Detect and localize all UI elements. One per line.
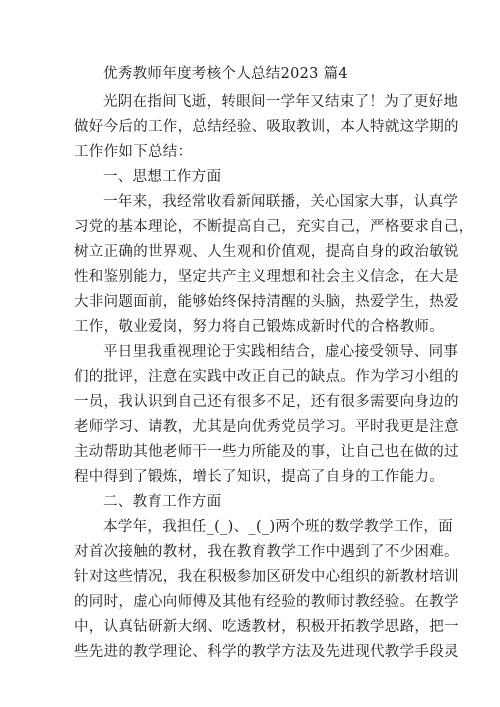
text-line: 平日里我重视理论于实践相结合，虚心接受领导、同事 bbox=[103, 344, 459, 360]
section-heading: 二、教育工作方面 bbox=[103, 494, 222, 510]
text-line: 主动帮助其他老师干一些力所能及的事，让自己也在做的过 bbox=[74, 444, 459, 460]
text-line: 本学年，我担任_(_)、_(_)两个班的数学教学工作，面 bbox=[103, 519, 454, 535]
text-line: 工作作如下总结： bbox=[74, 144, 193, 160]
text-line: 一员，我认识到自己还有很多不足，还有很多需要向身边的 bbox=[74, 394, 459, 410]
text-line: 们的批评，注意在实践中改正自己的缺点。作为学习小组的 bbox=[74, 369, 459, 385]
text-line: 工作，敬业爱岗，努力将自己锻炼成新时代的合格教师。 bbox=[74, 319, 444, 335]
text-line: 光阴在指间飞逝，转眼间一学年又结束了！为了更好地 bbox=[103, 94, 459, 110]
text-line: 对首次接触的教材，我在教育教学工作中遇到了不少困难。 bbox=[74, 544, 459, 560]
text-line: 做好今后的工作，总结经验、吸取教训，本人特就这学期的 bbox=[74, 119, 459, 135]
text-line: 性和鉴别能力，坚定共产主义理想和社会主义信念，在大是 bbox=[74, 269, 459, 285]
text-line: 针对这些情况，我在积极参加区研发中心组织的新教材培训 bbox=[74, 569, 459, 585]
text-line: 习党的基本理论，不断提高自己，充实自己，严格要求自己， bbox=[74, 219, 474, 235]
text-line: 一年来，我经常收看新闻联播，关心国家大事，认真学 bbox=[103, 194, 459, 210]
document-title: 优秀教师年度考核个人总结2023 篇4 bbox=[103, 66, 348, 82]
text-line: 些先进的教学理论、科学的教学方法及先进现代教学手段灵 bbox=[74, 644, 459, 660]
text-line: 的同时，虚心向师傅及其他有经验的教师讨教经验。在教学 bbox=[74, 594, 459, 610]
text-line: 树立正确的世界观、人生观和价值观，提高自身的政治敏锐 bbox=[74, 244, 459, 260]
text-line: 老师学习、请教，尤其是向优秀党员学习。平时我更是注意 bbox=[74, 419, 459, 435]
section-heading: 一、思想工作方面 bbox=[103, 169, 222, 185]
text-line: 程中得到了锻炼，增长了知识，提高了自身的工作能力。 bbox=[74, 469, 444, 485]
text-line: 中，认真钻研新大纲、吃透教材，积极开拓教学思路，把一 bbox=[74, 619, 459, 635]
text-line: 大非问题面前，能够始终保持清醒的头脑，热爱学生，热爱 bbox=[74, 294, 459, 310]
